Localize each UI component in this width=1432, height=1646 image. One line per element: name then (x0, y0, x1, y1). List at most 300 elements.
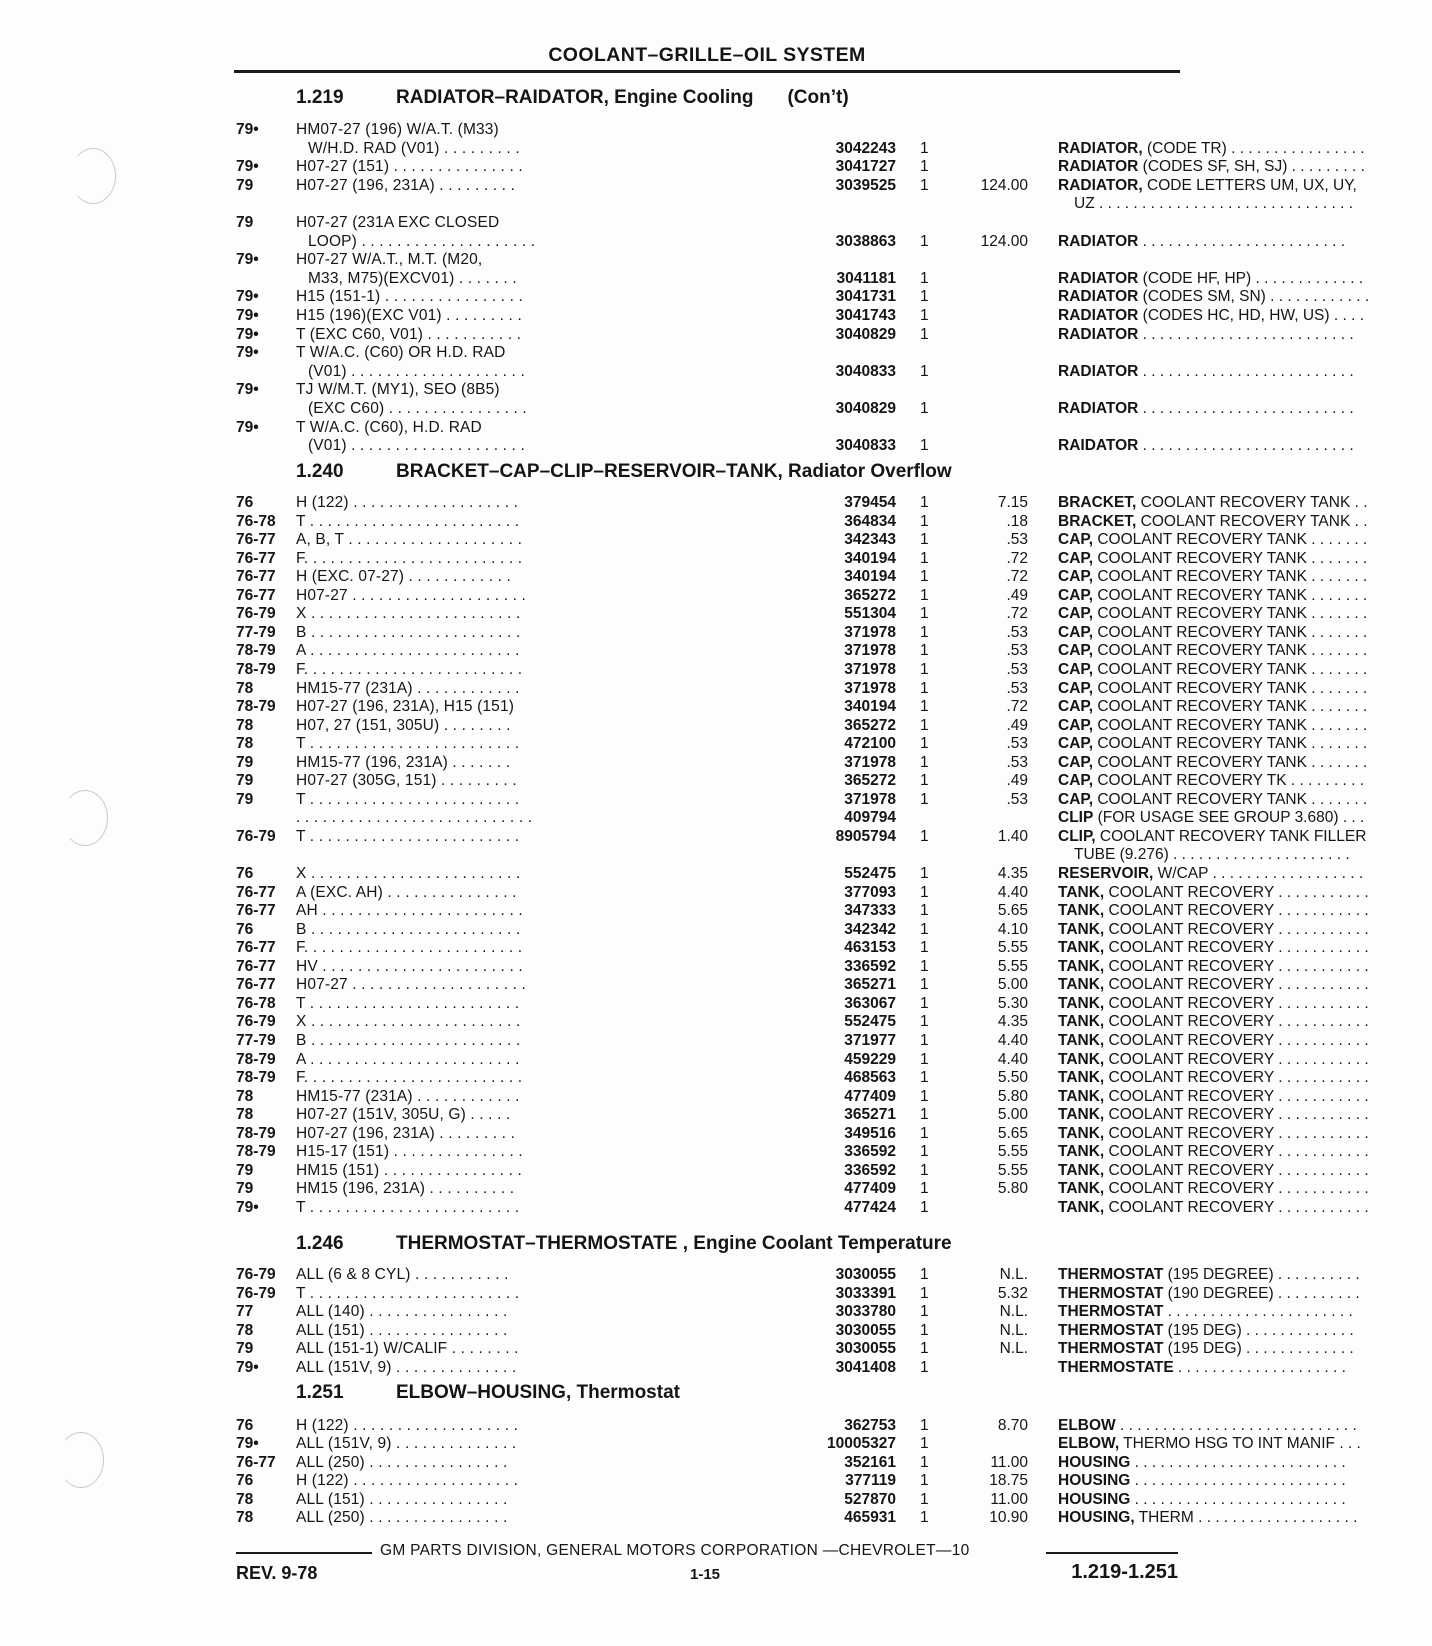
quantity: 1 (920, 698, 929, 716)
section-heading: RADIATOR–RAIDATOR, Engine Cooling (396, 87, 754, 108)
quantity: 1 (920, 605, 929, 623)
model-year: 78-79 (236, 1143, 276, 1161)
usage-text: H07-27 (151) . . . . . . . . . . . . . . . (296, 158, 523, 176)
quantity: 1 (920, 531, 929, 549)
parts-row (236, 1180, 1369, 1198)
part-description (1074, 195, 1432, 213)
model-year: 79• (236, 344, 259, 362)
parts-row (236, 419, 1180, 437)
quantity: 1 (920, 1124, 929, 1142)
parts-row (236, 660, 1368, 679)
quantity: 1 (920, 716, 929, 734)
price: 4.40 (997, 1031, 1028, 1049)
price: .72 (1006, 549, 1028, 567)
part-description (1058, 1088, 1416, 1106)
part-number: 363067 (844, 994, 896, 1012)
part-detail: COOLANT RECOVERY TANK . . (1136, 494, 1368, 511)
part-name: RADIATOR (1058, 269, 1139, 287)
quantity: 1 (920, 1435, 929, 1453)
footer-line: GM PARTS DIVISION, GENERAL MOTORS CORPORATION —CHEVROLET—10 (380, 1542, 970, 1559)
model-year: 76-77 (236, 531, 276, 549)
part-detail: THERMO HSG TO INT MANIF . . . (1119, 1435, 1361, 1453)
part-number: 371978 (844, 660, 896, 678)
price: 18.75 (989, 1472, 1028, 1490)
part-name: BRACKET, (1058, 494, 1137, 511)
price: 5.55 (997, 1143, 1028, 1161)
parts-row (236, 716, 1368, 735)
model-year: 79 (236, 772, 254, 790)
price: 7.15 (997, 494, 1028, 511)
part-description (1058, 791, 1416, 809)
usage-text: T . . . . . . . . . . . . . . . . . . . . . . . . (296, 1198, 520, 1216)
part-detail: COOLANT RECOVERY . . . . . . . . . . . (1104, 883, 1369, 901)
part-name: HOUSING (1058, 1490, 1131, 1508)
model-year: 79 (236, 1340, 254, 1357)
parts-row (236, 1453, 1346, 1472)
price: 10.90 (989, 1509, 1028, 1526)
quantity: 1 (920, 790, 929, 808)
usage-text: H (122) . . . . . . . . . . . . . . . . . . . (296, 494, 519, 511)
model-year: 79• (236, 288, 259, 306)
usage-text: X . . . . . . . . . . . . . . . . . . . . . . . . (296, 1013, 521, 1031)
section-continued: (Con’t) (787, 87, 849, 108)
quantity: 1 (920, 176, 929, 194)
quantity: 1 (920, 1069, 929, 1087)
part-detail: (CODES SM, SN) . . . . . . . . . . . . (1138, 288, 1370, 306)
model-year: 78-79 (236, 660, 276, 678)
part-detail: . . . . . . . . . . . . . . . . . . . . . . . . . (1130, 1453, 1346, 1471)
part-detail: (195 DEGREE) . . . . . . . . . . (1163, 1266, 1360, 1283)
parts-row (236, 957, 1369, 976)
part-detail: COOLANT RECOVERY TANK . . . . . . . (1093, 735, 1368, 753)
parts-row (236, 251, 1180, 269)
parts-row (236, 1321, 1354, 1340)
part-description (1058, 735, 1416, 753)
part-number: 362753 (844, 1417, 896, 1434)
part-number: 3041731 (835, 288, 896, 306)
part-detail: COOLANT RECOVERY TANK . . . . . . . (1093, 679, 1368, 697)
price: N.L. (999, 1321, 1028, 1339)
price: .18 (1006, 512, 1028, 530)
usage-text: H07-27 (196, 231A) . . . . . . . . . (296, 176, 516, 194)
revision-label: REV. 9-78 (236, 1563, 318, 1583)
usage-text: F. . . . . . . . . . . . . . . . . . . . . . . . . (296, 549, 523, 567)
part-number: 352161 (844, 1453, 896, 1471)
part-description (1058, 513, 1416, 531)
section-title (296, 460, 1196, 484)
parts-row (236, 623, 1368, 642)
parts-row (236, 735, 1368, 753)
part-name: RAIDATOR (1058, 437, 1139, 455)
part-name: TANK, (1058, 994, 1105, 1012)
quantity: 1 (920, 549, 929, 567)
part-name: HOUSING (1058, 1453, 1131, 1471)
part-number: 463153 (844, 939, 896, 957)
quantity: 1 (920, 1509, 929, 1526)
part-name: TANK, (1058, 1106, 1105, 1124)
model-year: 79 (236, 1161, 254, 1179)
usage-text: ALL (151) . . . . . . . . . . . . . . . . (296, 1490, 508, 1508)
model-year: 78 (236, 1490, 254, 1508)
quantity: 1 (920, 400, 929, 417)
parts-row (236, 1161, 1369, 1180)
part-number: 336592 (844, 1143, 896, 1161)
part-description (1058, 661, 1416, 679)
part-detail: W/CAP . . . . . . . . . . . . . . . . . . (1153, 865, 1364, 882)
part-description (1058, 1125, 1416, 1143)
part-description (1058, 140, 1416, 158)
part-detail: COOLANT RECOVERY TK . . . . . . . . . (1093, 772, 1365, 790)
parts-row (236, 976, 1369, 994)
part-description (1058, 1199, 1416, 1217)
price: 5.80 (997, 1180, 1028, 1198)
price: 4.35 (997, 1013, 1028, 1031)
quantity: 1 (920, 288, 929, 306)
part-detail: COOLANT RECOVERY . . . . . . . . . . . (1104, 920, 1369, 938)
quantity: 1 (920, 1050, 929, 1068)
quantity: 1 (920, 1013, 929, 1031)
parts-row (236, 381, 1180, 399)
part-name: CAP, (1058, 735, 1094, 753)
part-detail: COOLANT RECOVERY . . . . . . . . . . . (1104, 1198, 1369, 1216)
quantity: 1 (920, 1031, 929, 1049)
quantity: 1 (920, 437, 929, 455)
usage-text: A, B, T . . . . . . . . . . . . . . . . . . . . (296, 531, 523, 549)
price: 4.40 (997, 883, 1028, 901)
punch-hole-bottom (58, 1432, 104, 1488)
part-number: 365271 (844, 976, 896, 994)
quantity: 1 (920, 772, 929, 790)
part-description (1058, 865, 1416, 883)
part-detail: . . . . . . . . . . . . . . . . . . . . . . . . . (1138, 400, 1354, 417)
part-number: 477409 (844, 1087, 896, 1105)
part-number: 3042243 (835, 139, 896, 157)
quantity: 1 (920, 976, 929, 994)
part-name: RADIATOR, (1058, 176, 1143, 194)
usage-text: HM07-27 (196) W/A.T. (M33) (296, 121, 499, 138)
part-number: 365272 (844, 716, 896, 734)
parts-row (236, 772, 1365, 790)
part-description (1058, 568, 1416, 586)
punch-hole-top (70, 148, 116, 204)
parts-row (236, 1050, 1369, 1069)
usage-text: T . . . . . . . . . . . . . . . . . . . . . . . . (296, 827, 520, 845)
usage-text: M33, M75)(EXCV01) . . . . . . . (308, 269, 517, 287)
part-number: 468563 (844, 1069, 896, 1087)
part-description (1058, 1180, 1416, 1198)
part-description (1058, 1266, 1416, 1284)
part-detail: COOLANT RECOVERY . . . . . . . . . . . (1104, 976, 1369, 994)
price: N.L. (999, 1340, 1028, 1357)
part-name: RADIATOR (1058, 400, 1139, 417)
price: 5.30 (997, 994, 1028, 1012)
part-description (1058, 531, 1416, 549)
part-detail: COOLANT RECOVERY . . . . . . . . . . . (1104, 957, 1369, 975)
part-number: 3033780 (835, 1303, 896, 1320)
part-number: 3030055 (835, 1340, 896, 1357)
part-description (1058, 1435, 1416, 1453)
model-year: 76-77 (236, 902, 276, 920)
part-name: TANK, (1058, 1050, 1105, 1068)
part-name: RADIATOR (1058, 158, 1139, 176)
quantity: 1 (920, 568, 929, 586)
part-description (1058, 717, 1416, 735)
usage-text: A (EXC. AH) . . . . . . . . . . . . . . . (296, 883, 517, 901)
page-header: COOLANT–GRILLE–OIL SYSTEM (548, 44, 866, 66)
price: 11.00 (990, 1453, 1028, 1471)
model-year: 76 (236, 865, 254, 882)
parts-row (236, 790, 1368, 809)
part-detail: COOLANT RECOVERY TANK . . . . . . . (1093, 790, 1368, 808)
usage-text: (V01) . . . . . . . . . . . . . . . . . . . . (308, 437, 525, 455)
quantity: 1 (920, 494, 929, 511)
part-name: HOUSING, (1058, 1509, 1135, 1526)
usage-text: H07-27 (231A EXC CLOSED (296, 214, 500, 231)
part-detail: . . . . . . . . . . . . . . . . . . . . (1173, 1358, 1346, 1376)
part-name: TANK, (1058, 1069, 1105, 1087)
price: .72 (1006, 568, 1028, 586)
quantity: 1 (920, 232, 929, 250)
part-name: CAP, (1058, 753, 1094, 771)
quantity: 1 (920, 1161, 929, 1179)
model-year: 79 (236, 753, 254, 771)
usage-text: HM15-77 (231A) . . . . . . . . . . . . (296, 679, 520, 697)
quantity: 1 (920, 1266, 929, 1283)
model-year: 78 (236, 1509, 254, 1526)
parts-row (236, 846, 1350, 864)
model-year: 79 (236, 790, 254, 808)
usage-text: T . . . . . . . . . . . . . . . . . . . . . . . . (296, 994, 520, 1012)
parts-row (236, 994, 1369, 1013)
part-detail: COOLANT RECOVERY TANK . . . . . . . (1093, 753, 1368, 771)
model-year: 76-79 (236, 1266, 276, 1283)
price: .49 (1006, 772, 1028, 790)
part-detail: COOLANT RECOVERY TANK . . . . . . . (1093, 605, 1368, 623)
model-year: 76-77 (236, 568, 276, 586)
part-number: 3041743 (835, 307, 896, 324)
part-name: TANK, (1058, 1198, 1105, 1216)
quantity: 1 (920, 623, 929, 641)
part-name: TANK, (1058, 902, 1105, 920)
quantity: 1 (920, 139, 929, 157)
parts-row (236, 1435, 1361, 1453)
part-detail: COOLANT RECOVERY . . . . . . . . . . . (1104, 1069, 1369, 1087)
part-description (1058, 437, 1416, 455)
part-name: CLIP, (1058, 827, 1096, 845)
parts-row (236, 214, 1180, 232)
part-number: 3030055 (835, 1266, 896, 1283)
price: 124.00 (980, 232, 1028, 250)
part-number: 3041408 (835, 1358, 896, 1376)
usage-text: (EXC C60) . . . . . . . . . . . . . . . . (308, 400, 527, 417)
price: 5.65 (997, 902, 1028, 920)
part-name: CAP, (1058, 772, 1094, 790)
model-year: 78-79 (236, 698, 276, 716)
section-title (296, 86, 1196, 110)
usage-text: ALL (140) . . . . . . . . . . . . . . . . (296, 1303, 508, 1320)
part-name: THERMOSTAT (1058, 1340, 1164, 1357)
parts-row (236, 679, 1368, 698)
part-name: RADIATOR (1058, 325, 1139, 343)
usage-text: H07-27 (196, 231A) . . . . . . . . . (296, 1124, 516, 1142)
part-number: 3041727 (835, 158, 896, 176)
part-name: BRACKET, (1058, 512, 1137, 530)
part-description (1058, 958, 1416, 976)
parts-row (236, 1266, 1360, 1284)
part-number: 371978 (844, 790, 896, 808)
part-name: CAP, (1058, 790, 1094, 808)
parts-row (236, 139, 1365, 158)
quantity: 1 (920, 307, 929, 324)
part-name: CAP, (1058, 698, 1094, 716)
part-name: THERMOSTAT (1058, 1303, 1164, 1320)
part-detail: COOLANT RECOVERY TANK . . . . . . . (1093, 549, 1368, 567)
parts-row (236, 753, 1368, 772)
model-year: 76-79 (236, 1284, 276, 1302)
quantity: 1 (920, 1358, 929, 1376)
usage-text: H07-27 (196, 231A), H15 (151) (296, 698, 515, 716)
part-number: 552475 (844, 1013, 896, 1031)
parts-row (236, 269, 1364, 288)
model-year: 79• (236, 1358, 259, 1376)
model-year: 76-79 (236, 1013, 276, 1031)
part-description (1058, 828, 1416, 846)
parts-row (236, 437, 1354, 455)
part-detail: (190 DEGREE) . . . . . . . . . . (1163, 1284, 1360, 1302)
section-range: 1.219-1.251 (1071, 1561, 1178, 1583)
usage-text: H07-27 . . . . . . . . . . . . . . . . . . . . (296, 976, 526, 994)
part-detail: COOLANT RECOVERY . . . . . . . . . . . (1104, 1161, 1369, 1179)
parts-row (236, 494, 1368, 512)
usage-text: LOOP) . . . . . . . . . . . . . . . . . . . . (308, 232, 536, 250)
parts-row (236, 1358, 1346, 1377)
part-description (1058, 326, 1416, 344)
price: 5.55 (997, 957, 1028, 975)
part-number: 365272 (844, 586, 896, 604)
usage-text: HM15-77 (196, 231A) . . . . . . . (296, 753, 511, 771)
part-detail: COOLANT RECOVERY TANK . . . . . . . (1093, 586, 1368, 604)
part-number: 340194 (844, 568, 896, 586)
part-detail: COOLANT RECOVERY . . . . . . . . . . . (1104, 1013, 1369, 1031)
usage-text: HM15-77 (231A) . . . . . . . . . . . . (296, 1087, 520, 1105)
usage-text: H07, 27 (151, 305U) . . . . . . . . (296, 716, 511, 734)
model-year: 76-77 (236, 1453, 276, 1471)
part-description (1058, 1013, 1416, 1031)
parts-row (236, 1013, 1369, 1031)
quantity: 1 (920, 957, 929, 975)
part-number: 371978 (844, 679, 896, 697)
quantity: 1 (920, 679, 929, 697)
price: N.L. (999, 1266, 1028, 1283)
part-number: 465931 (844, 1509, 896, 1526)
part-number: 551304 (844, 605, 896, 623)
part-number: 336592 (844, 957, 896, 975)
quantity: 1 (920, 586, 929, 604)
price: .53 (1006, 531, 1028, 549)
part-detail: COOLANT RECOVERY . . . . . . . . . . . (1104, 1050, 1369, 1068)
part-detail: (CODE HF, HP) . . . . . . . . . . . . . (1138, 269, 1364, 287)
part-name: ELBOW (1058, 1417, 1116, 1434)
model-year: 76-77 (236, 883, 276, 901)
part-description (1058, 754, 1416, 772)
part-description (1058, 363, 1416, 381)
part-number: 472100 (844, 735, 896, 753)
parts-row (236, 920, 1369, 939)
quantity: 1 (920, 1321, 929, 1339)
quantity: 1 (920, 158, 929, 176)
model-year: 79 (236, 1180, 254, 1198)
price: 8.70 (997, 1417, 1028, 1434)
parts-row (236, 1087, 1369, 1106)
quantity: 1 (920, 902, 929, 920)
part-number: 349516 (844, 1124, 896, 1142)
quantity: 1 (920, 865, 929, 882)
part-description (1058, 1472, 1416, 1490)
part-number: 477409 (844, 1180, 896, 1198)
model-year: 79• (236, 1198, 259, 1216)
model-year: 76 (236, 920, 254, 938)
part-detail: COOLANT RECOVERY TANK . . . . . . . (1093, 716, 1368, 734)
part-number: 342342 (844, 920, 896, 938)
part-description (1058, 587, 1416, 605)
usage-text: TJ W/M.T. (MY1), SEO (8B5) (296, 381, 500, 399)
parts-row (236, 605, 1368, 623)
parts-row (236, 121, 1180, 139)
usage-text: ALL (250) . . . . . . . . . . . . . . . . (296, 1509, 508, 1526)
model-year: 76-79 (236, 827, 276, 845)
part-description (1058, 1359, 1416, 1377)
model-year: 76-78 (236, 994, 276, 1012)
quantity: 1 (920, 939, 929, 957)
part-name: CAP, (1058, 605, 1094, 623)
parts-row (236, 195, 1354, 213)
usage-text: H (EXC. 07-27) . . . . . . . . . . . . (296, 568, 512, 586)
part-number: 377093 (844, 883, 896, 901)
part-name: HOUSING (1058, 1472, 1131, 1490)
part-detail: COOLANT RECOVERY . . . . . . . . . . . (1104, 1106, 1369, 1124)
section-number: 1.246 (296, 1233, 344, 1254)
model-year: 78-79 (236, 1124, 276, 1142)
part-name: CAP, (1058, 623, 1094, 641)
quantity: 1 (920, 1087, 929, 1105)
part-detail: COOLANT RECOVERY . . . . . . . . . . . (1104, 1143, 1369, 1161)
part-number: 365272 (844, 772, 896, 790)
part-number: 340194 (844, 698, 896, 716)
part-number: 364834 (844, 512, 896, 530)
price: 5.00 (997, 1106, 1028, 1124)
part-name: RADIATOR (1058, 362, 1139, 380)
price: .72 (1006, 698, 1028, 716)
price: 11.00 (990, 1490, 1028, 1508)
part-description (1058, 400, 1416, 418)
part-detail: COOLANT RECOVERY TANK . . (1136, 512, 1368, 530)
usage-text: ALL (151V, 9) . . . . . . . . . . . . . . (296, 1435, 517, 1453)
model-year: 79• (236, 307, 259, 324)
usage-text: H07-27 (151V, 305U, G) . . . . . (296, 1106, 511, 1124)
parts-row (236, 1417, 1357, 1435)
model-year: 78-79 (236, 1069, 276, 1087)
section-number: 1.219 (296, 87, 344, 108)
part-description (1058, 1322, 1416, 1340)
parts-row (236, 307, 1364, 325)
part-detail: COOLANT RECOVERY . . . . . . . . . . . (1104, 1180, 1369, 1198)
part-number: 340194 (844, 549, 896, 567)
model-year: 78 (236, 1321, 254, 1339)
part-detail: . . . . . . . . . . . . . . . . . . . . . . . . . . . . (1115, 1417, 1357, 1434)
quantity: 1 (920, 1198, 929, 1216)
quantity: 1 (920, 362, 929, 380)
usage-text: H07-27 W/A.T., M.T. (M20, (296, 251, 483, 269)
